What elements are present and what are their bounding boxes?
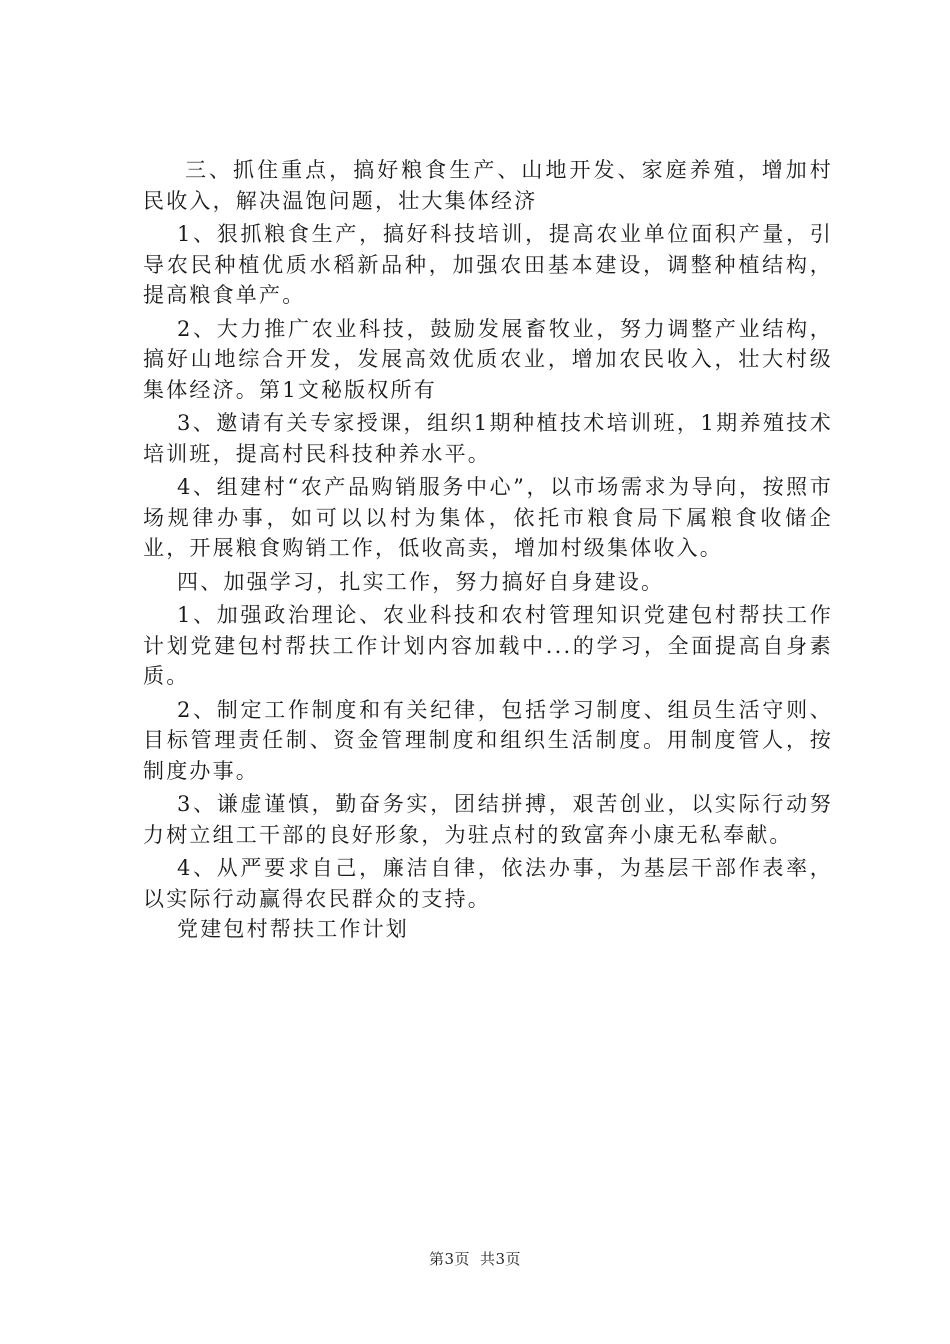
page-total: 共3页	[480, 1250, 522, 1268]
page-number: 第3页	[428, 1250, 470, 1268]
paragraph-item-2b: 2、制定工作制度和有关纪律，包括学习制度、组员生活守则、目标管理责任制、资金管理制度和组织生活制度。用制度管人，按制度办事。	[143, 697, 833, 783]
paragraph-item-2: 2、大力推广农业科技，鼓励发展畜牧业，努力调整产业结构，搞好山地综合开发，发展高效优质农业，增加农民收入，壮大村级集体经济。第1文秘版权所有	[143, 316, 833, 402]
paragraph-item-3: 3、邀请有关专家授课，组织1期种植技术培训班，1期养殖技术培训班，提高村民科技种养水平。	[143, 411, 833, 466]
paragraph-item-1: 1、狠抓粮食生产，搞好科技培训，提高农业单位面积产量，引导农民种植优质水稻新品种，加强农田基本建设，调整种植结构，提高粮食单产。	[143, 222, 833, 307]
document-body	[143, 152, 833, 945]
closing-title: 党建包村帮扶工作计划	[177, 917, 409, 941]
paragraph-item-1b: 1、加强政治理论、农业科技和农村管理知识党建包村帮扶工作计划党建包村帮扶工作计划内容加载中...的学习，全面提高自身素质。	[143, 603, 833, 688]
paragraph-item-4: 4、组建村“农产品购销服务中心”，以市场需求为导向，按照市场规律办事，如可以以村为集体，依托市粮食局下属粮食收储企业，开展粮食购销工作，低收高卖，增加村级集体收入。	[143, 475, 833, 560]
section-heading-four: 四、加强学习，扎实工作，努力搞好自身建设。	[177, 569, 665, 594]
paragraph-item-3b: 3、谦虚谨慎，勤奋务实，团结拼搏，艰苦创业，以实际行动努力树立组工干部的良好形象，为驻点村的致富奔小康无私奉献。	[143, 792, 833, 847]
section-heading-three: 三、抓住重点，搞好粮食生产、山地开发、家庭养殖，增加村民收入，解决温饱问题，壮大集体经济	[143, 158, 833, 213]
page-footer	[0, 1248, 950, 1269]
paragraph-item-4b: 4、从严要求自己，廉洁自律，依法办事，为基层干部作表率，以实际行动赢得农民群众的支持。	[143, 856, 833, 911]
